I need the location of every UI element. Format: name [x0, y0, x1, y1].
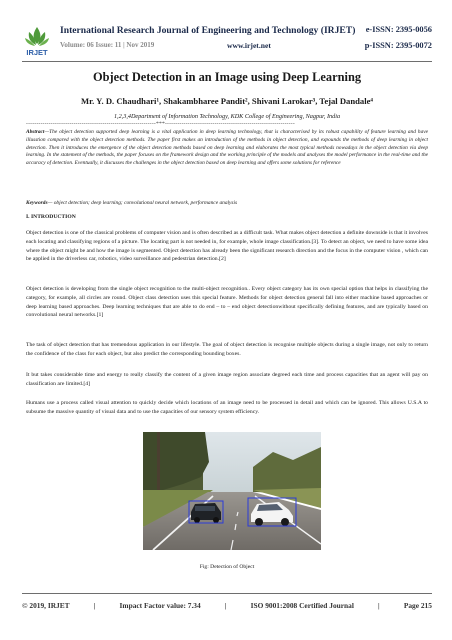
journal-name: International Research Journal of Engineering and Technology (IRJET)	[60, 25, 356, 36]
car-dark	[191, 503, 221, 523]
footer-iso: ISO 9001:2008 Certified Journal	[250, 601, 354, 610]
footer-separator: |	[378, 601, 380, 610]
logo-text: IRJET	[26, 48, 48, 57]
keywords-text: — object detection; deep learning; convolutional neural network, performance analysis	[47, 200, 238, 206]
footer-copyright: © 2019, IRJET	[22, 601, 70, 610]
irjet-logo	[22, 24, 52, 58]
abstract-text: —The object detection supported deep learning is a vital application in deep learning technology, that is characterised by its robust capability of feature learning and have illusstion compared with the object detection methods. The paper first makes an introduction of the methods in object detection, and expounds the methods of deep learning in object detection. Then it introduces the emergence of the object detection methods based on deep learning and elaborates the most typical methods nowadays in the object detection via deep learning. In the statement of the methods, the paper focuses on the framework design and the working principle of the models and analyses the model performance in the real-time and the accuracy of detection. Eventually, it discusses the challenges in the object detection based on deep learning and offers some solutions for reference	[26, 129, 428, 167]
page-footer	[22, 601, 432, 610]
abstract-separator: ---------------------------------------------------------------***---------------------------------------------------------------	[26, 121, 295, 127]
section-heading: I. INTRODUCTION	[26, 214, 76, 220]
paper-title: Object Detection in an Image using Deep Learning	[92, 70, 362, 84]
footer-separator: |	[224, 601, 227, 610]
footer-impact-factor: Impact Factor value: 7.34	[119, 601, 201, 610]
paragraph-2: Object detection is developing from the single object recognition to the multi-object recognition.. Every object category has its own special option that helps in classifying the category, for example, all circles are round. Object class detection uses this special feature. Methods for object detection general fall into either machine based approaches or deep learning based approaches. Deep learning techniques that are able to do end – to – end object detectionwithout specifically defining features, and are typically based on convolutional neural networks.[1]	[26, 286, 428, 319]
keywords-label: Keywords	[26, 200, 48, 206]
abstract	[26, 129, 428, 168]
author-affiliation: 1,2,3,4Department of Information Technology, KDK College of Engineering, Nagpur, India	[113, 113, 341, 120]
journal-website-link[interactable]: www.irjet.net	[227, 41, 271, 50]
paper-authors: Mr. Y. D. Chaudhari¹, Shakambharee Pandit², Shivani Larokar³, Tejal Dandale⁴	[81, 96, 373, 106]
paragraph-3: The task of object detection that has tremendous application in our lifestyle. The goal of object detection is recognise multiple objects during a single image, not only to return the confidence of the class for each object, but also predict the corresponding bounding boxes.	[26, 342, 428, 357]
detection-figure	[143, 432, 321, 550]
footer-separator: |	[93, 601, 96, 610]
p-issn: p-ISSN: 2395-0072	[364, 41, 432, 50]
volume-issue: Volume: 06 Issue: 11 | Nov 2019	[60, 41, 155, 49]
keywords	[26, 200, 428, 206]
paragraph-5: Humans use a process called visual attention to quickly decide which locations of an image need to be processed in detail and which can be ignored. This allows U.S.A to subsume the massive quantity of visual data and to use the capacities of our sensory system efficiency.	[26, 400, 428, 415]
figure-caption: Fig: Detection of Object	[199, 564, 255, 570]
abstract-label: Abstract	[26, 129, 45, 135]
footer-divider	[22, 593, 432, 594]
header-divider	[22, 61, 432, 62]
footer-page-number: Page 215	[403, 601, 432, 610]
paragraph-1: Object detection is one of the classical problems of computer vision and is often described as a difficult task. What makes object detection a definite downside is that it involves each locating and classifying regions of a picture. The locating part is not needed in, for example, whole image classification.[3]. To detect an object, we need to have some idea where the object might be and how the image is segmented. Object detection has already been the significant research direction and the focus in the computer vision , which can be applied in the driverless car, robotics, video surveillance and pedestrian detection.[2]	[26, 230, 428, 263]
paragraph-4: It but takes considerable time and energy to really classify the content of a given image region associate degreed each time and process capacities that an agent will pay on classification are limited.[4]	[26, 372, 428, 387]
journal-header	[22, 24, 432, 60]
e-issn: e-ISSN: 2395-0056	[365, 25, 432, 34]
